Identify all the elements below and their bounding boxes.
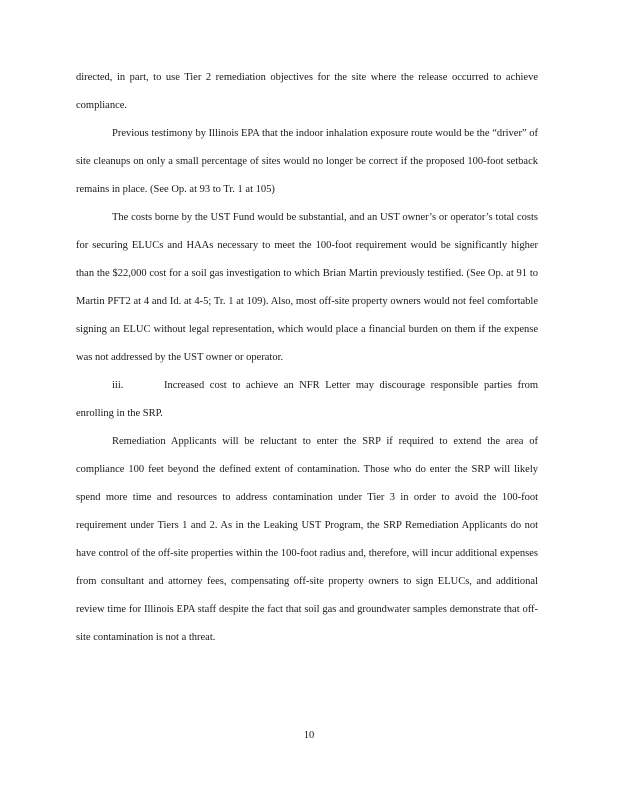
paragraph-prior-testimony: Previous testimony by Illinois EPA that the indoor inhalation exposure route would be the “driver” of site cleanups on only a small percentage of sites would no longer be correct if the proposed 100-foot setback remains in place. (See Op. at 93 to Tr. 1 at 105) xyxy=(76,128,538,195)
heading-number: iii. xyxy=(112,380,124,391)
heading-text: Increased cost to achieve an NFR Letter may discourage responsible parties from enrolling in the SRP. xyxy=(76,380,538,419)
body-text xyxy=(76,64,538,652)
page-number: 10 xyxy=(303,730,315,741)
paragraph-continuation: directed, in part, to use Tier 2 remediation objectives for the site where the release occurred to achieve compliance. xyxy=(76,72,538,111)
paragraph-ust-fund-costs: The costs borne by the UST Fund would be substantial, and an UST owner’s or operator’s total costs for securing ELUCs and HAAs necessary to meet the 100-foot requirement would be significantly higher than the $22,000 cost for a soil gas investigation to which Brian Martin previously testified. (See Op. at 91 to Martin PFT2 at 4 and Id. at 4-5; Tr. 1 at 109). Also, most off-site property owners would not feel comfortable signing an ELUC without legal representation, which would place a financial burden on them if the expense was not addressed by the UST owner or operator. xyxy=(76,212,538,363)
section-heading-iii xyxy=(76,372,538,428)
paragraph-srp-applicants: Remediation Applicants will be reluctant to enter the SRP if required to extend the area of compliance 100 feet beyond the defined extent of contamination. Those who do enter the SRP will likely spend more time and resources to address contamination under Tier 3 in order to avoid the 100-foot requirement under Tiers 1 and 2. As in the Leaking UST Program, the SRP Remediation Applicants do not have control of the off-site properties within the 100-foot radius and, therefore, will incur additional expenses from consultant and attorney fees, compensating off-site property owners to sign ELUCs, and additional review time for Illinois EPA staff despite the fact that soil gas and groundwater samples demonstrate that off-site contamination is not a threat. xyxy=(76,436,538,643)
